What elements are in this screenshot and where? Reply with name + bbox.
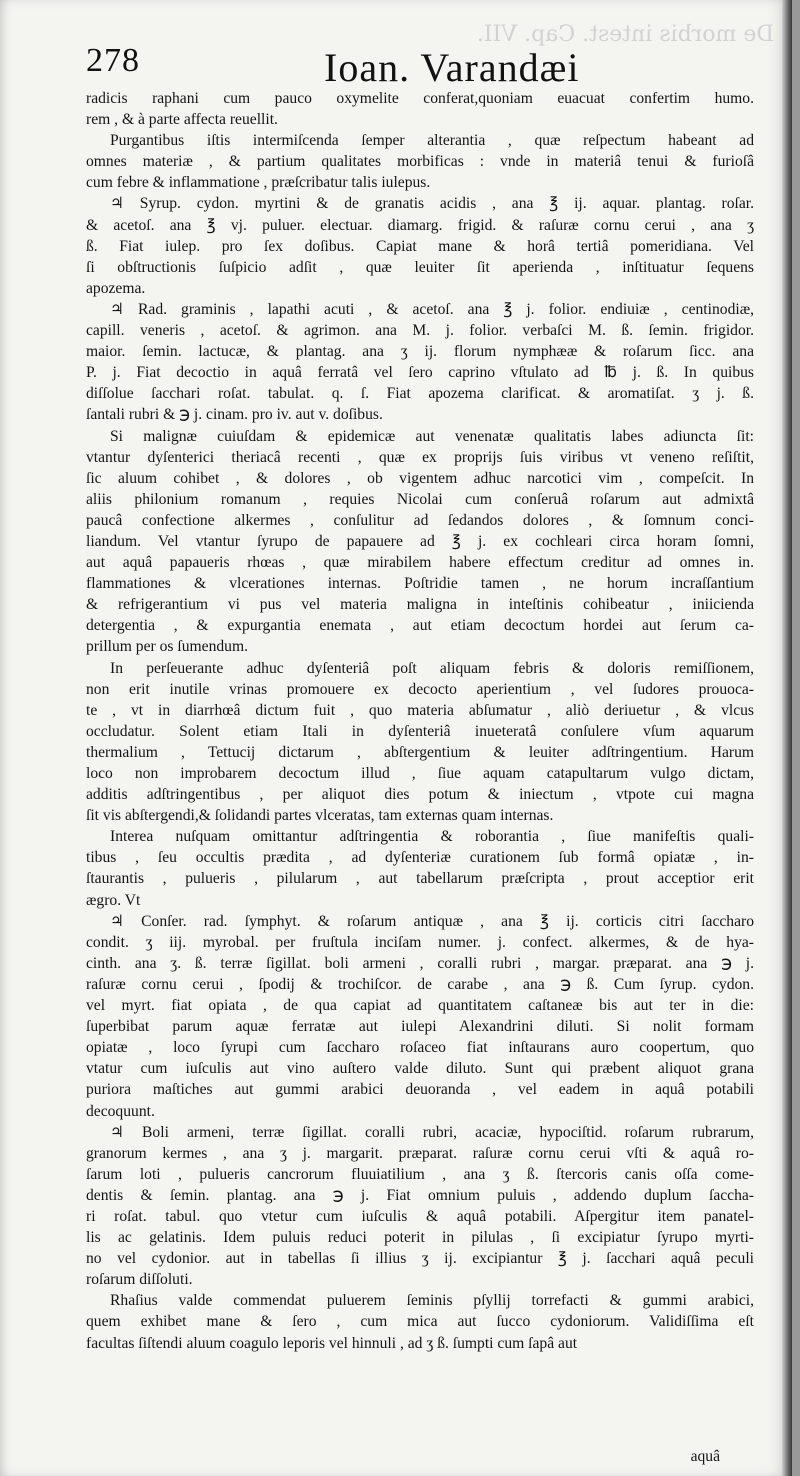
text-line: occludatur. Solent etiam Itali in dyſenteriâ inueteratâ conſulere vſum aquarum [86,722,754,740]
body-text [86,88,754,1354]
paragraph [86,1122,754,1291]
text-line: radicis raphani cum pauco oxymelite conferat,quoniam euacuat confertim humo. [86,90,754,107]
text-line: ri roſat. tabul. quo vtetur cum iuſculis & aquâ potabili. Aſpergitur item panatel- [86,1207,754,1225]
text-line: In perſeuerante adhuc dyſenteriâ poſt aliquam febris & doloris remiſſionem, [110,659,754,677]
text-line: ſit vis abſtergendi,& ſolidandi partes vlceratas, tam externas quam internas. [86,807,554,825]
paragraph [86,1290,754,1353]
paragraph [86,299,754,426]
text-line: ſantali rubri & ℈ j. cinam. pro iv. aut v. doſibus. [86,406,383,424]
text-line: ſtaurantis , pulueris , pilularum , aut tabellarum præſcripta , prout acceptior erit [86,870,754,888]
text-line: ſuperbibat parum aquæ ferratæ aut iulepi Alexandrini diluti. Si nolit formam [86,1018,754,1036]
paragraph [86,658,754,827]
text-line: ægro. Vt [86,891,141,909]
text-line: ♃ Conſer. rad. ſymphyt. & roſarum antiquæ , ana ℥ ij. corticis citri ſaccharo [110,912,754,930]
text-line: granorum kermes , ana ʒ j. margarit. præparat. raſuræ cornu cerui vſti & aquâ ro- [86,1144,754,1162]
text-line: diſſolue ſacchari roſat. tabulat. q. ſ. Fiat apozema clarificat. & aromatiſat. ʒ j. ß. [86,385,754,403]
text-line: condit. ʒ iij. myrobal. per fruſtula inciſam numer. j. confect. alkermes, & de hya- [86,933,754,951]
text-line: aliis philonium romanum , requies Nicolai cum conſeruâ roſarum aut admixtâ [86,490,754,508]
text-line: cum febre & inflammatione , præſcribatur talis iulepus. [86,174,431,192]
text-line: te , vt in diarrhœâ dictum fuit , quo materia abſumatur , aliò deriuetur , & vlcus [86,701,754,719]
text-line: non erit inutile vrinas promouere ex decocto aperientium , vel ſudores prouoca- [86,680,754,698]
text-line: tibus , ſeu occultis prædita , ad dyſenteriæ curationem ſub formâ opiatæ , in- [86,849,754,867]
paragraph [86,426,754,658]
text-line: flammationes & vlcerationes internas. Poſtridie tamen , ne horum incraſſantium [86,575,754,593]
paragraph [86,88,754,130]
text-line: detergentia , & expurgantia enemata , aut etiam decoctum hordei aut ſerum ca- [86,617,754,635]
text-line: aut aquâ papaueris rhœas , quæ mirabilem habere effectum creditur ad omnes in. [86,554,754,572]
text-line: ſi obſtructionis ſuſpicio adſit , quæ leuiter ſit aperienda , inſtituatur ſequens [86,258,754,276]
text-line: paucâ confectione alkermes , conſulitur ad ſedandos dolores , & ſomnum conci- [86,511,754,529]
text-line: maior. ſemin. lactucæ, & plantag. ana ʒ ij. florum nymphææ & roſarum ſicc. ana [86,343,754,361]
text-line: vel myrt. fiat opiata , de qua capiat ad quantitatem caſtaneæ bis aut ter in die: [86,997,754,1015]
text-line: vtantur dyſenterici theriacâ recenti , quæ ex proprijs ſuis viribus vt veneno reſiſtit, [86,448,754,466]
text-line: dentis & ſemin. plantag. ana ℈ j. Fiat omnium puluis , addendo duplum ſaccha- [86,1186,754,1204]
text-line: Interea nuſquam omittantur adſtringentia & roborantia , ſiue manifeſtis quali- [110,828,754,846]
page-number: 278 [86,42,140,79]
text-line: rem , & à parte affecta reuellit. [86,111,278,129]
text-line: ſic aluum cohibet , & dolores , ob vigentem adhuc narcotici vim , compeſcit. In [86,469,754,487]
text-line: additis adſtringentibus , per aliquot dies potum & iniectum , vtpote cui magna [86,786,754,804]
catchword: aquâ [690,1448,720,1465]
text-line: roſarum diſſoluti. [86,1271,193,1289]
text-line: loco non improbarem decoctum illud , ſiue aquam catapultarum vulgo dictam, [86,765,754,782]
text-line: ♃ Boli armeni, terræ ſigillat. coralli rubri, acaciæ, hypociſtid. roſarum rubrarum, [110,1123,754,1141]
paragraph [86,911,754,1122]
text-line: Si malignæ cuiuſdam & epidemicæ aut venenatæ qualitatis labes adiuncta ſit: [110,427,754,445]
page-edge-shadow [782,0,792,1476]
bleed-through-text: De morbis intest. Cap. VII. [476,22,774,47]
text-line: ß. Fiat iulep. pro ſex doſibus. Capiat mane & horâ tertiâ pomeridiana. Vel [86,237,754,255]
text-line: P. j. Fiat decoctio in aquâ ferratâ vel ſero caprino vſtulato ad ℔ j. ß. In quibus [86,364,754,382]
text-line: liandum. Vel vtantur ſyrupo de papauere ad ℥ j. ex cochleari circa horam ſomni, [86,532,754,550]
text-line: & acetoſ. ana ℥ vj. puluer. electuar. diamarg. frigid. & raſuræ cornu cerui , ana ʒ [86,216,754,234]
text-line: Rhaſius valde commendat puluerem ſeminis pſyllij torrefacti & gummi arabici, [110,1292,754,1310]
text-line: ♃ Syrup. cydon. myrtini & de granatis acidis , ana ℥ ij. aquar. plantag. roſar. [110,195,754,213]
text-line: facultas ſiſtendi aluum coagulo leporis vel hinnuli , ad ʒ ß. ſumpti cum ſapâ aut [86,1334,578,1352]
text-line: vtatur cum iuſculis aut vino auſtero valde diluto. Sunt qui præbent aliquot grana [86,1060,754,1078]
text-line: ♃ Rad. graminis , lapathi acuti , & acetoſ. ana ℥ j. folior. endiuiæ , centinodiæ, [110,300,754,318]
text-line: ſarum loti , pulueris cancrorum fluuiatilium , ana ʒ ß. ſtercoris canis oſſa come- [86,1165,754,1183]
text-line: & refrigerantium vi pus vel materia maligna in inteſtinis cohibeatur , iniicienda [86,596,754,614]
text-line: quem exhibet mane & ſero , cum mica aut ſucco cydoniorum. Validiſſima eſt [86,1313,754,1331]
text-line: Purgantibus iſtis intermiſcenda ſemper alterantia , quæ reſpectum habeant ad [110,132,754,150]
paragraph [86,193,754,298]
text-line: thermalium , Tettucij dictarum , abſtergentium & leuiter adſtringentium. Harum [86,743,754,761]
paragraph [86,130,754,193]
paragraph [86,826,754,910]
text-line: cinth. ana ʒ. ß. terræ ſigillat. boli armeni , coralli rubri , margar. præparat. ana ℈ j. [86,954,754,972]
page-header [62,38,742,88]
text-line: apozema. [86,279,146,297]
text-line: omnes materiæ , & partium qualitates morbificas : vnde in materiâ tenui & furioſâ [86,153,754,171]
text-line: no vel cydonior. aut in tabellas ſi illius ʒ ij. excipiantur ℥ j. ſacchari aquâ peculi [86,1250,754,1268]
text-line: prillum per os ſumendum. [86,638,248,656]
text-line: raſuræ cornu cerui , ſpodij & trochiſcor. de carabe , ana ℈ ß. Cum ſyrup. cydon. [86,975,754,993]
text-line: opiatæ , loco ſyrupi cum ſaccharo roſaceo fiat inſtaurans auro coopertum, quo [86,1039,754,1057]
text-line: puriora maſtiches aut gummi arabici deuoranda , vel eadem in aquâ potabili [86,1081,754,1099]
text-line: capill. veneris , acetoſ. & agrimon. ana M. j. folior. verbaſci M. ß. ſemin. frigidor. [86,322,754,340]
running-title: Ioan. Varandæi [324,45,580,90]
text-line: lis ac gelatinis. Idem puluis reduci poterit in pilulas , ſi excipiatur ſyrupo myrti- [86,1229,754,1247]
text-line: decoquunt. [86,1102,155,1120]
